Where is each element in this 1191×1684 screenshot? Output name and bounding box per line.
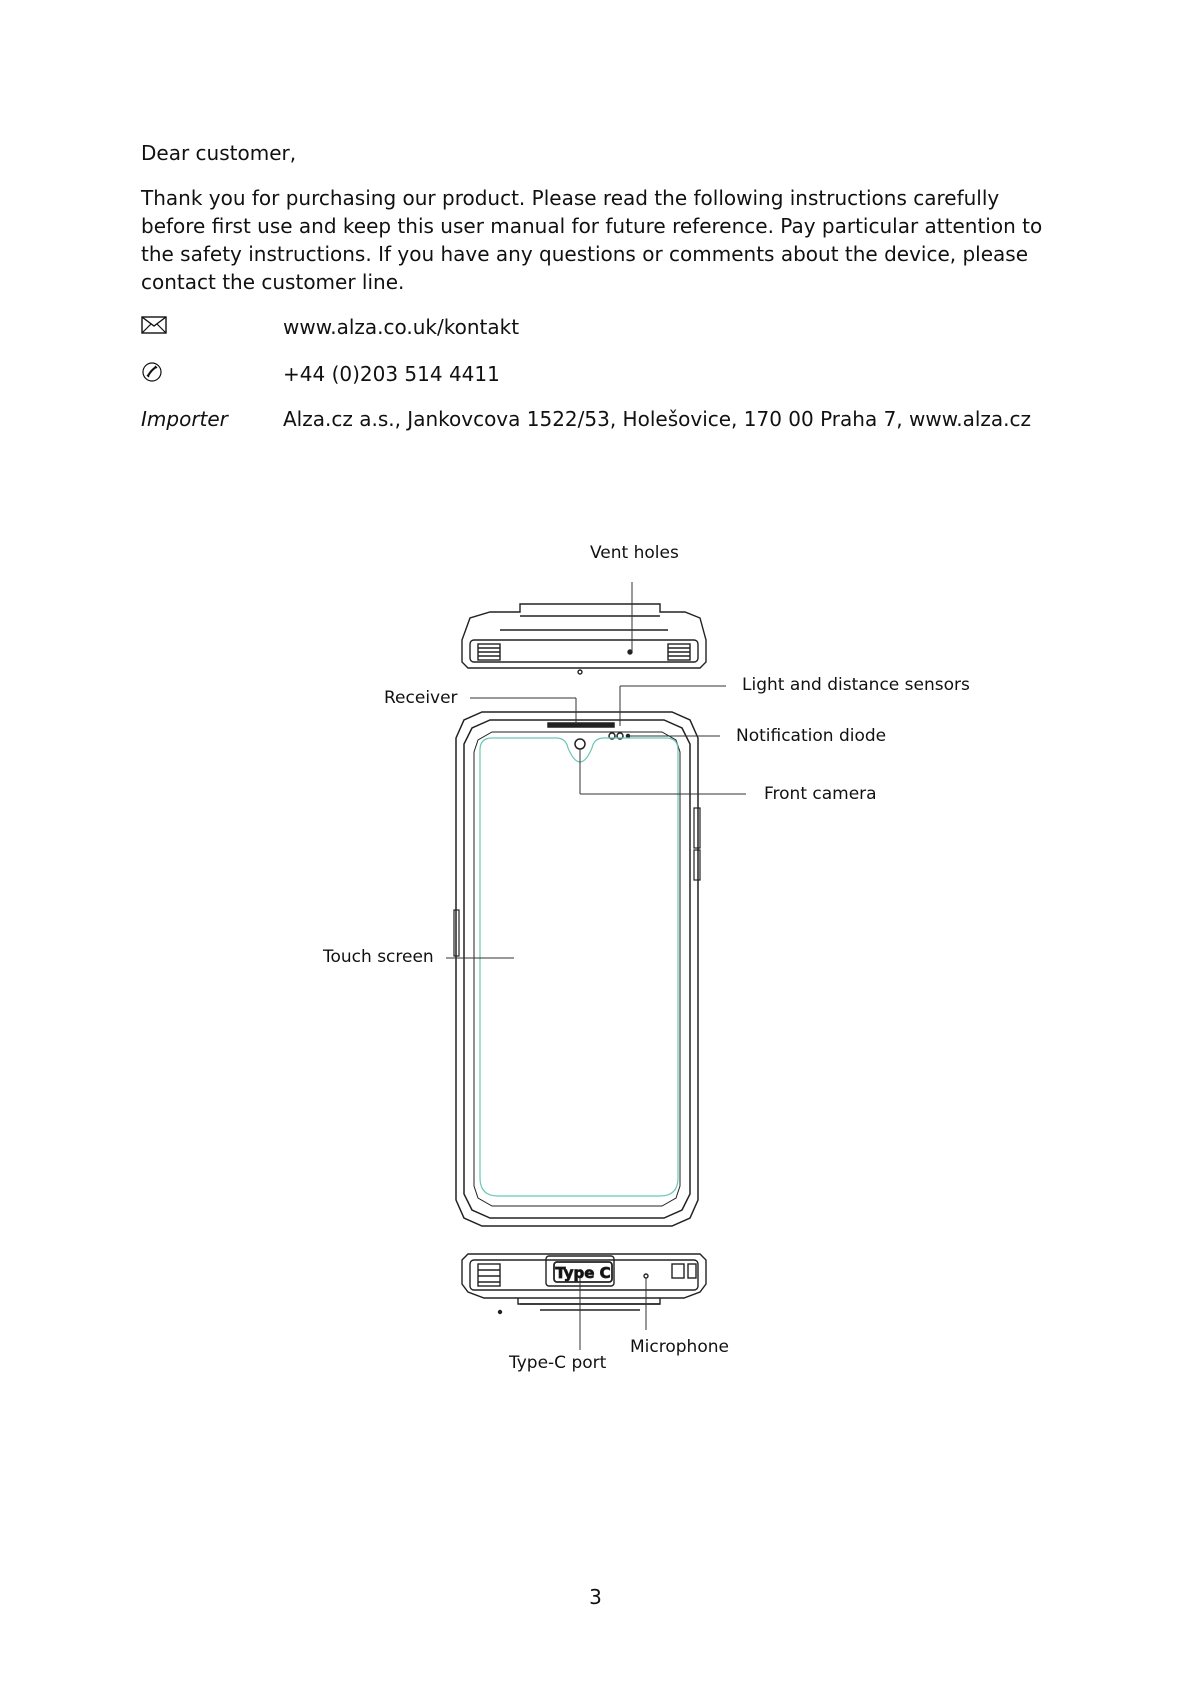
phone-front-view: [454, 712, 700, 1226]
phone-bottom-view: [462, 1254, 706, 1314]
display-outline: [480, 738, 678, 1196]
type-c-marking: Type C: [555, 1264, 611, 1282]
phone-top-view: [462, 604, 706, 674]
callout-lines: [446, 582, 746, 1350]
page-number: 3: [589, 1585, 602, 1609]
greeting: Dear customer,: [141, 141, 297, 165]
label-front-camera: Front camera: [764, 784, 877, 804]
label-microphone: Microphone: [630, 1337, 729, 1357]
label-notification-diode: Notification diode: [736, 726, 887, 746]
contact-phone[interactable]: +44 (0)203 514 4411: [283, 362, 500, 386]
importer-label: Importer: [141, 407, 228, 431]
label-type-c-port: Type-C port: [509, 1353, 607, 1373]
label-vent-holes: Vent holes: [590, 543, 679, 563]
label-light-distance-sensors: Light and distance sensors: [742, 675, 970, 695]
importer-address: Alza.cz a.s., Jankovcova 1522/53, Holešovice, 170 00 Praha 7, www.alza.cz: [283, 407, 1032, 431]
label-receiver: Receiver: [384, 688, 458, 708]
intro-paragraph: Thank you for purchasing our product. Please read the following instructions carefully before first use and keep this user manual for future reference. Pay particular attention to the safety instructions. If you have any questions or comments about the device, please contact the customer line.: [141, 186, 1043, 294]
contact-email[interactable]: www.alza.co.uk/kontakt: [283, 315, 520, 339]
label-touch-screen: Touch screen: [323, 947, 434, 967]
